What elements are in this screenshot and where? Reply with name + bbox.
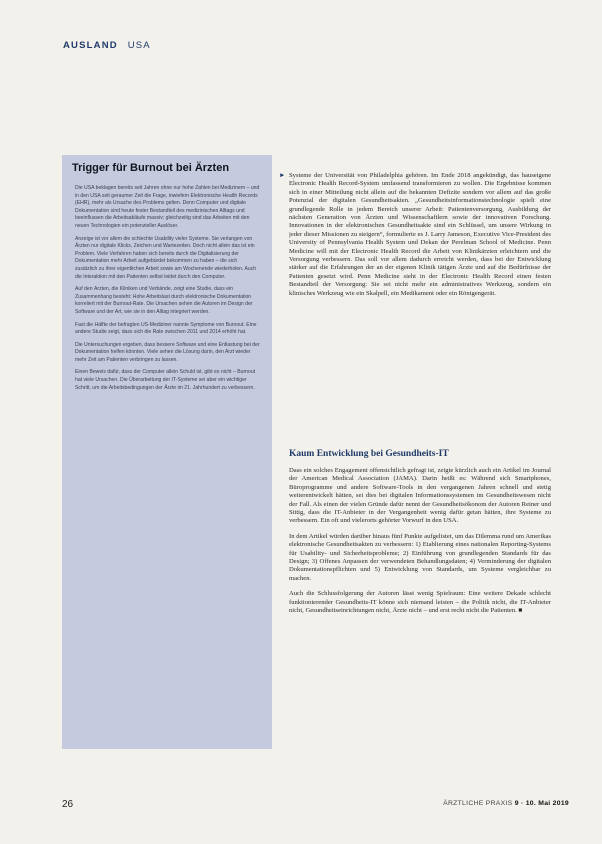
article-paragraph: In dem Artikel würden darüber hinaus fünf Punkte aufgelistet, um das Dilemma rund um Amerikas elektronische Gesundheitsakten zu verbessern: 1) Etablierung eines nationalen Reporting-Systems für Usability- und Sicherheitsprobleme; 2) Einführung von grundlegenden Standards für das Design; 3) Offenes Anpassen der verwendeten Behandlungsdaten; 4) Verminderung der digitalen Dokumentationspflichten und 5) Entwicklung von Standards, um Systeme vergleichbar zu machen.	[289, 532, 551, 582]
article-column-bottom	[289, 467, 551, 757]
sidebar-paragraph: Anzeige ist vor allem die schlechte Usability vieler Systeme. Sie verlangen von Ärzten nur digitale Klicks, Zeichen und Wartezeiten. Doch nicht allein das ist ein Problem. Viele Verfahren haben sich bereits durch die Digitalisierung der Dokumentation mehr Arbeit aufgebürdet bekommen zu haben – die sich zusätzlich zu ihrer eigentlichen Arbeit sowie am Wochenende wiederholen. Auch die Interaktion mit den Patienten selbst leidet durch den Computer.	[75, 235, 257, 280]
article-paragraph: Systeme der Universität von Philadelphia gehören. Im Ende 2018 angekündigt, das hauseigene Electronic Health Record-System umfassend transformieren zu wollen. Die Ergebnisse kommen sich in einer Mitteilung nicht allein auf die bekannten Defizite sondern vor allem auf das große Potenzial der digitalen Gesundheitsakten. „Gesundheitsinformationstechnologie spielt eine grundlegende Rolle in jedem Bereich unserer Arbeit: Patientenversorgung, Ausbildung der nächsten Generation von Ärzten und Wissenschaftlern sowie der innovativen Forschung. Innovationen in der elektronischen Gesundheitsakte sind ein Schlüssel, um unsere Wirkung in jeder dieser Missionen zu steigern“, formulierte es J. Larry Jameson, Executive Vice-President des University of Pennsylvania Health System und Dekan der Perelman School of Medicine. Penn Medicine will mit der Electronic Health Record die Arbeit von Klinikärzten erleichtern und die Versorgung verbessern. Das soll vor allem dadurch erreicht werden, dass bei der Entwicklung stärker auf die Erfahrungen der an der eigenen Klinik tätigen Ärzte und auf die Bedürfnisse der Patienten gesetzt wird. Penn Medicine sieht in der Electronic Health Record einen festen Bestandteil der Versorgung: Sie sei nicht mehr ein administratives Werkzeug, sondern ein klinisches Werkzeug wie ein Skalpell, ein Medikament oder ein Röntgengerät.	[289, 172, 551, 297]
sidebar-box	[62, 155, 272, 749]
section-label: AUSLAND	[63, 40, 118, 51]
issue-date: 9 · 10. Mai 2019	[514, 800, 569, 807]
sidebar-text	[75, 185, 261, 397]
page-number: 26	[62, 799, 74, 810]
subsection-label: USA	[127, 40, 151, 51]
article-paragraph: Dass ein solches Engagement offensichtlich gefragt ist, zeigte kürzlich auch ein Artikel im Journal der American Medical Association (JAMA). Darin heißt es: Während sich Smartphones, Büroprogramme und andere Software-Tools in den vergangenen Jahren schnell und stetig weiterentwickelt hätten, sei dies bei digitalen Informationssystemen im Gesundheitswesen nicht der Fall. Als einen der vielen Gründe dafür nennt der Gesundheitsökonom der Autoren Reiner und Sittig, dass die IT-Anbieter in der Vergangenheit wenig dafür getan hätten, ihre Systeme zu verbessern. Ein oft und vielerorts gehörter Vorwurf in den USA.	[289, 467, 551, 525]
publication-footer	[443, 800, 569, 807]
section-header	[63, 40, 151, 51]
article-column-top	[289, 172, 551, 438]
continuation-arrow-icon: ►	[279, 172, 286, 179]
sidebar-paragraph: Die Untersuchungen ergeben, dass bessere Software und eine Entlastung bei der Dokumentation helfen könnten. Viele sehen die Lösung darin, den Arzt wieder mehr Zeit am Patienten verbringen zu lassen.	[75, 341, 260, 363]
sidebar-paragraph: Einen Beweis dafür, dass der Computer allein Schuld ist, gibt es nicht – Burnout hat viele Ursachen. Die Überarbeitung der IT-Systeme sei aber ein wichtiger Schritt, um die Arbeitsbedingungen der Ärzte im 21. Jahrhundert zu verbessern.	[75, 369, 256, 391]
sidebar-paragraph: Die USA beklagen bereits seit Jahren ohne nur hohe Zahlen bei Medizinern – und in den USA seit geraumer Zeit die Frage, inwiefern Elektronische Health Records (EHR), mehr als Ursache des Problems gelten. Denn Computer und digitale Dokumentation sind heute fester Bestandteil des medizinischen Alltags und beeinflussen die Arbeitsabläufe massiv; gleichzeitig sind das Arbeiten mit den neuen Technologien ein potenzieller Auslöser.	[75, 185, 260, 229]
article-paragraph: Auch die Schlussfolgerung der Autoren lässt wenig Spielraum: Eine weitere Dekade schlecht funktionierender Gesundheits-IT könne sich niemand leisten – die Politik nicht, die IT-Anbieter nicht, Gesundheitseinrichtungen nicht, Ärzte nicht – und erst recht nicht die Patienten. ■	[289, 590, 551, 615]
sidebar-paragraph: Auf den Ärzten, die Kliniken und Verbände, zeigt eine Studie, dass ein Zusammenhang besteht: Hohe Arbeitslast durch elektronische Dokumentation korreliert mit der Burnout-Rate. Die Ursachen sehen die Autoren im Design der Software und der Art, wie sie in den Alltag integriert werden.	[75, 286, 253, 315]
sidebar-paragraph: Fast die Hälfte der befragten US-Mediziner nannte Symptome von Burnout. Eine andere Studie zeigt, dass sich die Rate zwischen 2011 und 2014 erhöht hat.	[75, 321, 257, 336]
sidebar-title: Trigger für Burnout bei Ärzten	[72, 162, 230, 174]
publication-name: ÄRZTLICHE PRAXIS	[443, 800, 513, 807]
article-subheading: Kaum Entwicklung bei Gesundheits-IT	[289, 449, 449, 459]
